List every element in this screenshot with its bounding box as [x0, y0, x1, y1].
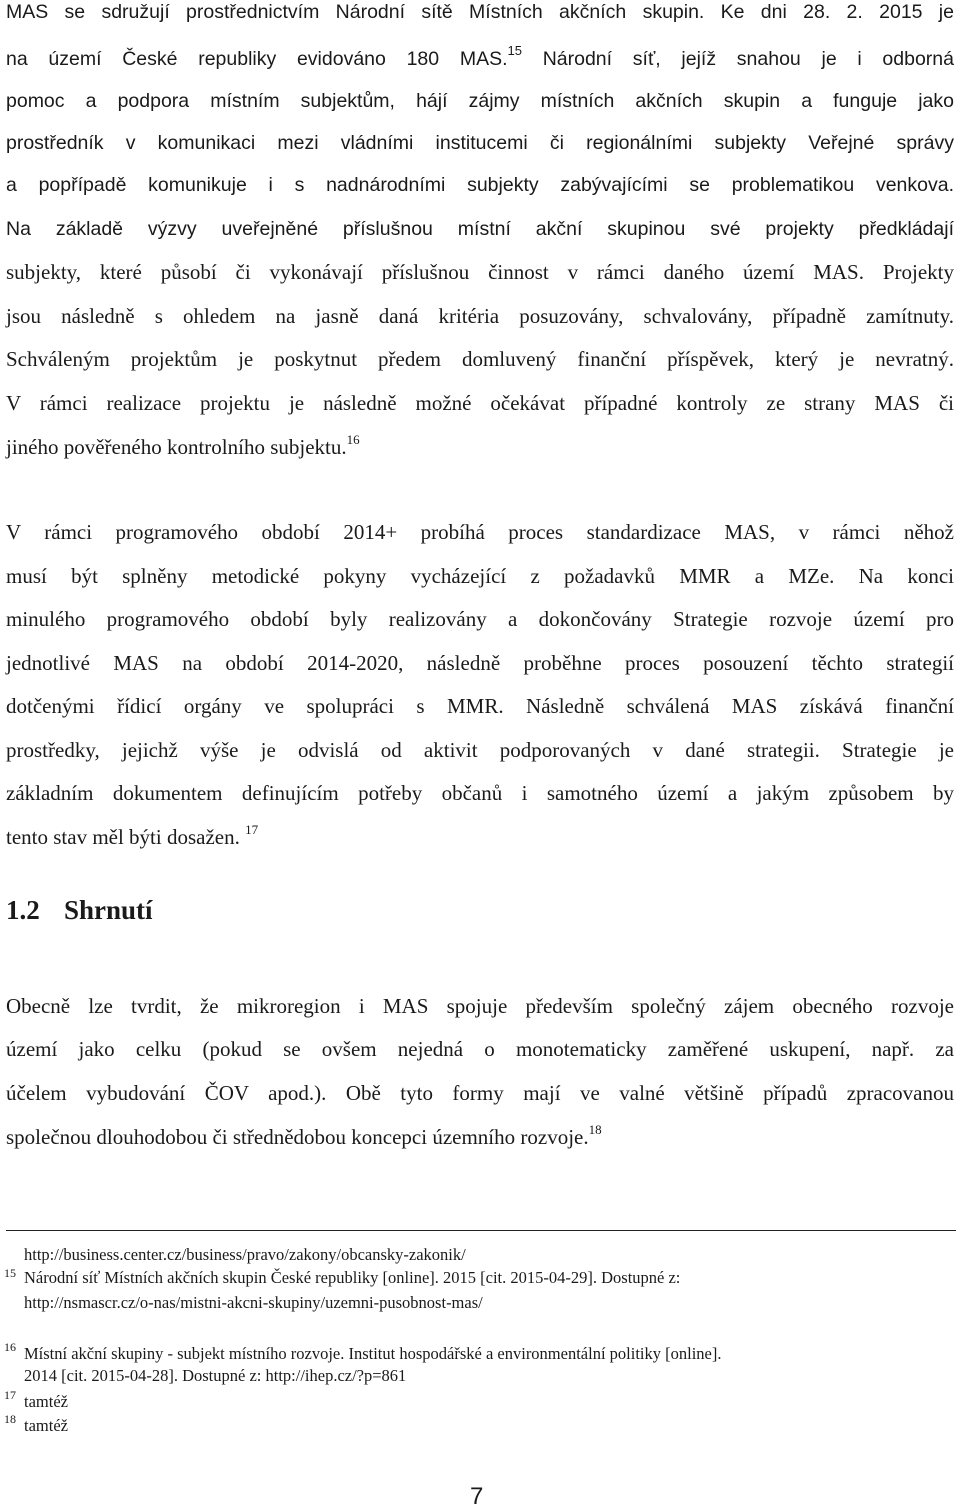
text-line: základním dokumentem definujícím potřeby občanů i samotného území a jakým způsobem by [6, 781, 954, 805]
footnote-ref: 18 [588, 1122, 602, 1137]
text-line: účelem vybudování ČOV apod.). Obě tyto formy mají ve valné většině případů zpracovanou [6, 1081, 954, 1105]
page-number: 7 [470, 1483, 484, 1510]
text-span: jiného pověřeného kontrolního subjektu. [6, 435, 347, 459]
section-heading [6, 893, 153, 927]
text-line: V rámci realizace projektu je následně možné očekávat případné kontroly ze strany MAS či [6, 391, 954, 415]
text-line [6, 824, 258, 850]
text-span: na území České republiky evidováno 180 MAS. [6, 48, 508, 70]
text-line: V rámci programového období 2014+ probíhá proces standardizace MAS, v rámci něhož [6, 520, 954, 544]
text-line: území jako celku (pokud se ovšem nejedná o monotematicky zaměřené uskupení, např. za [6, 1037, 954, 1061]
section-title: Shrnutí [64, 895, 153, 925]
text-line [6, 43, 954, 72]
footnote-separator [6, 1230, 956, 1231]
text-span: tento stav měl býti dosažen. [6, 825, 240, 849]
text-line: musí být splněny metodické pokyny vycházející z požadavků MMR a MZe. Na konci [6, 564, 954, 588]
text-line [6, 434, 360, 460]
text-line: jsou následně s ohledem na jasně daná kritéria posuzovány, schvalovány, případně zamítnuty. [6, 304, 954, 328]
text-line: prostředník v komunikaci mezi vládními institucemi či regionálními subjekty Veřejné správy [6, 132, 954, 154]
text-line: Schváleným projektům je poskytnut předem domluvený finanční příspěvek, který je nevratný. [6, 347, 954, 371]
text-line: prostředky, jejichž výše je odvislá od aktivit podporovaných v dané strategii. Strategie je [6, 738, 954, 762]
footnote-number: 17 [4, 1388, 16, 1402]
footnote-ref: 17 [245, 822, 259, 837]
footnote-ref: 15 [507, 43, 522, 58]
footnote-17: tamtéž [24, 1392, 68, 1411]
footnote-ref: 16 [346, 432, 360, 447]
footnote-18: tamtéž [24, 1416, 68, 1435]
section-number: 1.2 [6, 895, 40, 925]
text-line: jednotlivé MAS na období 2014-2020, následně proběhne proces posouzení těchto strategií [6, 651, 954, 675]
text-line: subjekty, které působí či vykonávají příslušnou činnost v rámci daného území MAS. Projekty [6, 260, 954, 284]
text-line: Obecně lze tvrdit, že mikroregion i MAS spojuje především společný zájem obecného rozvoje [6, 994, 954, 1018]
text-span: společnou dlouhodobou či střednědobou koncepci územního rozvoje. [6, 1125, 589, 1149]
text-line [6, 1124, 602, 1150]
text-line: a popřípadě komunikuje i s nadnárodními subjekty zabývajícími se problematikou venkova. [6, 174, 954, 196]
text-line: MAS se sdružují prostřednictvím Národní sítě Místních akčních skupin. Ke dni 28. 2. 2015 je [6, 1, 954, 23]
footnote-number: 15 [4, 1266, 16, 1280]
footnote-number: 16 [4, 1340, 16, 1354]
text-line: minulého programového období byly realizovány a dokončovány Strategie rozvoje území pro [6, 607, 954, 631]
footnote-15-url: http://nsmascr.cz/o-nas/mistni-akcni-skupiny/uzemni-pusobnost-mas/ [24, 1293, 483, 1312]
text-span: Národní síť, jejíž snahou je i odborná [521, 48, 954, 70]
footnote-continuation: http://business.center.cz/business/pravo/zakony/obcansky-zakonik/ [24, 1245, 466, 1264]
footnote-16: Místní akční skupiny - subjekt místního rozvoje. Institut hospodářské a environmentální politiky [online]. [24, 1344, 722, 1363]
footnote-number: 18 [4, 1412, 16, 1426]
text-line: dotčenými řídicí orgány ve spolupráci s MMR. Následně schválená MAS získává finanční [6, 694, 954, 718]
footnote-16-cont: 2014 [cit. 2015-04-28]. Dostupné z: http://ihep.cz/?p=861 [24, 1366, 407, 1385]
text-line: pomoc a podpora místním subjektům, hájí zájmy místních akčních skupin a funguje jako [6, 90, 954, 112]
text-line: Na základě výzvy uveřejněné příslušnou místní akční skupinou své projekty předkládají [6, 218, 954, 240]
footnote-15: Národní síť Místních akčních skupin České republiky [online]. 2015 [cit. 2015-04-29]. Dostupné z: [24, 1268, 681, 1287]
